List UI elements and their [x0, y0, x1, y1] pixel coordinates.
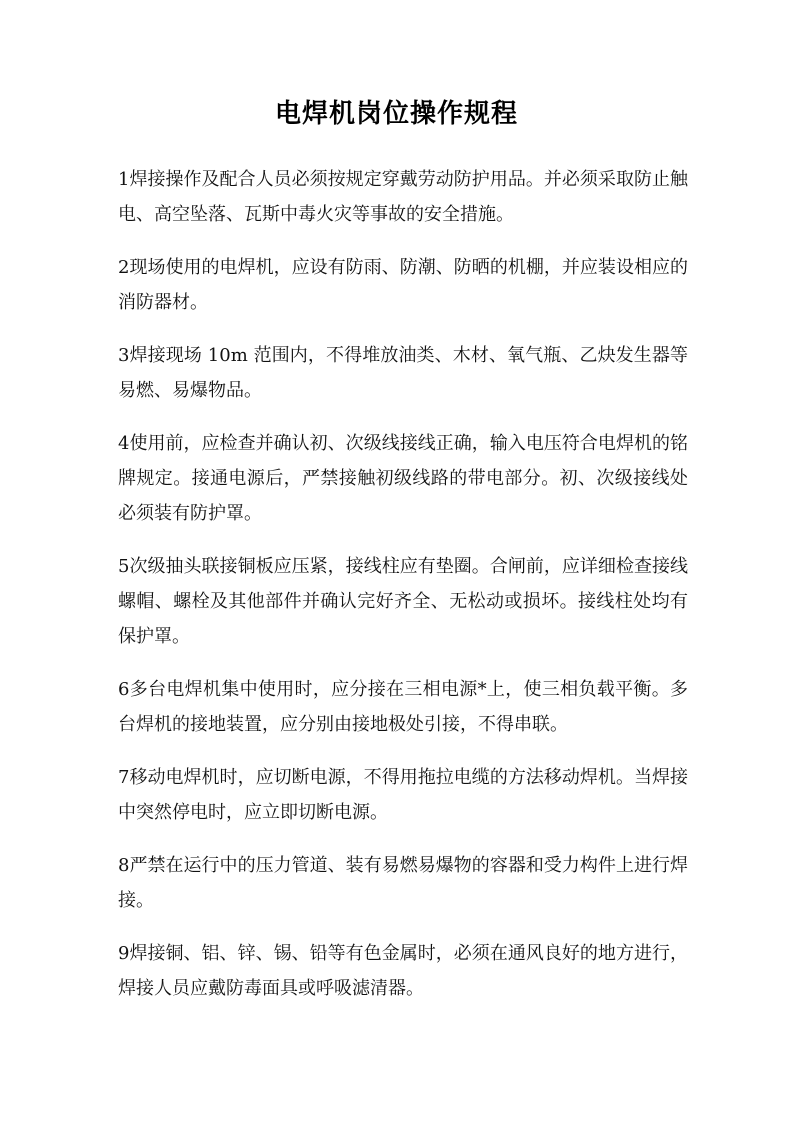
procedure-item-8: 8严禁在运行中的压力管道、装有易燃易爆物的容器和受力构件上进行焊接。	[118, 855, 688, 911]
procedure-item-7: 7移动电焊机时，应切断电源，不得用拖拉电缆的方法移动焊机。当焊接中突然停电时，应立即切断电源。	[118, 767, 688, 823]
page-title: 电焊机岗位操作规程	[274, 99, 518, 129]
procedure-item-6: 6多台电焊机集中使用时，应分接在三相电源*上，使三相负载平衡。多台焊机的接地装置，应分别由接地极处引接，不得串联。	[118, 679, 688, 735]
procedure-item-9: 9焊接铜、铝、锌、锡、铅等有色金属时，必须在通风良好的地方进行，焊接人员应戴防毒面具或呼吸滤清器。	[118, 943, 688, 999]
procedure-item-2: 2现场使用的电焊机，应设有防雨、防潮、防晒的机棚，并应装设相应的消防器材。	[118, 257, 688, 313]
procedure-item-4: 4使用前，应检查并确认初、次级线接线正确，输入电压符合电焊机的铭牌规定。接通电源后，严禁接触初级线路的带电部分。初、次级接线处必须装有防护罩。	[118, 433, 688, 524]
procedure-item-5: 5次级抽头联接铜板应压紧，接线柱应有垫圈。合闸前，应详细检查接线螺帽、螺栓及其他部件并确认完好齐全、无松动或损坏。接线柱处均有保护罩。	[118, 556, 688, 647]
procedure-item-3: 3焊接现场 10m 范围内，不得堆放油类、木材、氧气瓶、乙炔发生器等易燃、易爆物品。	[118, 345, 688, 401]
procedure-list	[118, 162, 688, 1024]
procedure-item-1: 1焊接操作及配合人员必须按规定穿戴劳动防护用品。并必须采取防止触电、高空坠落、瓦斯中毒火灾等事故的安全措施。	[118, 169, 688, 225]
